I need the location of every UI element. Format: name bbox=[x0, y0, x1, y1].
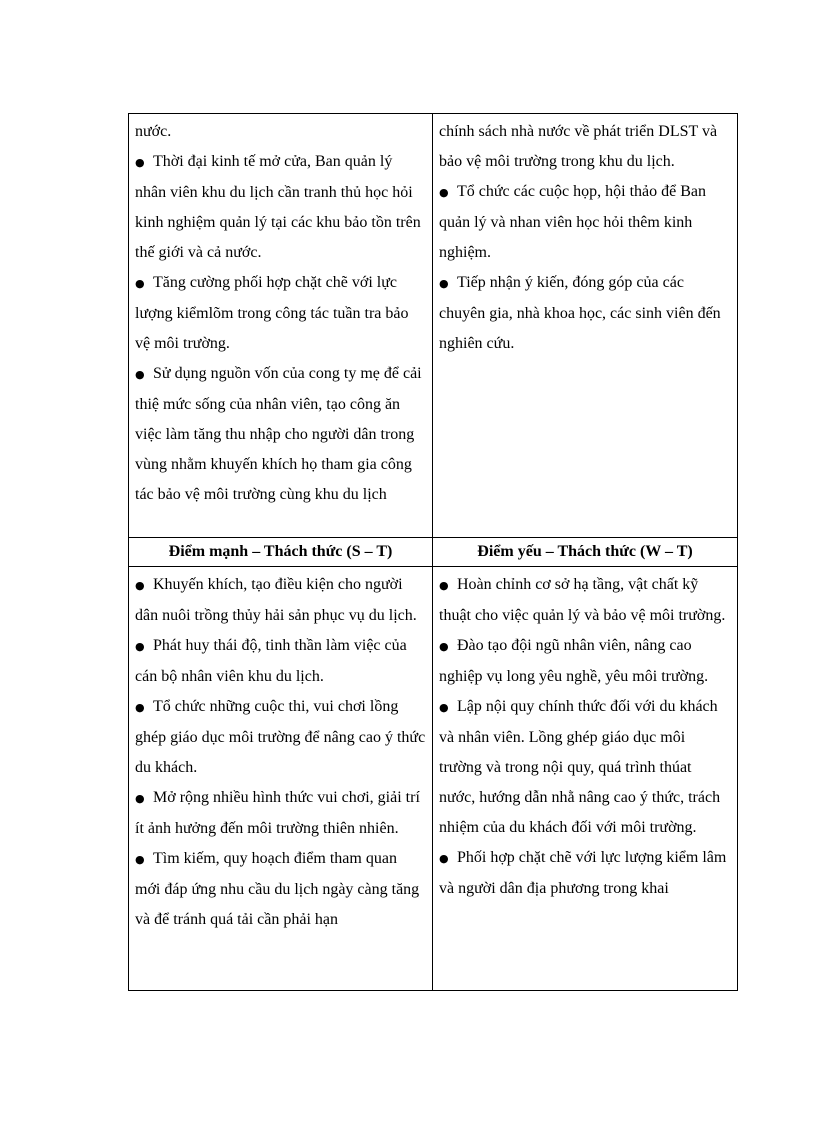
swot-table bbox=[128, 113, 738, 991]
bullet-icon: ● bbox=[439, 579, 449, 592]
list-item: chính sách nhà nước về phát triển DLST và bảo vệ môi trường trong khu du lịch. bbox=[439, 123, 718, 170]
table-row bbox=[129, 114, 738, 538]
list-item: ● Tiếp nhận ý kiến, đóng góp của các chuyên gia, nhà khoa học, các sinh viên đến nghiên cứu. bbox=[439, 268, 731, 359]
list-item: ● Lập nội quy chính thức đối với du khách và nhân viên. Lồng ghép giáo dục môi trường và trong nội quy, quá trình thúat nước, hướng dẫn nhằ nâng cao ý thức, trách nhiệm của du khách đối với môi trường. bbox=[439, 692, 731, 843]
bullet-icon: ● bbox=[135, 853, 145, 866]
bullet-icon: ● bbox=[135, 368, 145, 381]
list-item: ● Tổ chức các cuộc họp, hội thảo để Ban quản lý và nhan viên học hỏi thêm kinh nghiệm. bbox=[439, 177, 731, 268]
bullet-icon: ● bbox=[135, 701, 145, 714]
cell-wt bbox=[433, 567, 738, 991]
list-item: ● Tăng cường phối hợp chặt chẽ với lực lượng kiểmlõm trong công tác tuần tra bảo vệ môi trường. bbox=[135, 268, 426, 359]
list-item: ● Mở rộng nhiều hình thức vui chơi, giải trí ít ảnh hưởng đến môi trường thiên nhiên. bbox=[135, 783, 426, 844]
list-item: ● Hoàn chỉnh cơ sở hạ tầng, vật chất kỹ thuật cho việc quản lý và bảo vệ môi trường. bbox=[439, 570, 731, 631]
list-item: ● Phối hợp chặt chẽ với lực lượng kiểm lâm và người dân địa phương trong khai bbox=[439, 843, 731, 904]
bullet-icon: ● bbox=[135, 156, 145, 169]
bullet-icon: ● bbox=[135, 579, 145, 592]
bullet-icon: ● bbox=[439, 186, 449, 199]
bullet-icon: ● bbox=[439, 701, 449, 714]
cell-st bbox=[129, 567, 433, 991]
header-wt: Điểm yếu – Thách thức (W – T) bbox=[433, 538, 738, 567]
cell-top-left bbox=[129, 114, 433, 538]
list-item: ● Thời đại kinh tế mở cửa, Ban quản lý nhân viên khu du lịch cần tranh thủ học hỏi kinh nghiệm quản lý tại các khu bảo tồn trên thế giới và cả nước. bbox=[135, 147, 426, 268]
list-item: ● Tổ chức những cuộc thi, vui chơi lồng ghép giáo dục môi trường để nâng cao ý thức du khách. bbox=[135, 692, 426, 783]
bullet-icon: ● bbox=[439, 852, 449, 865]
header-row bbox=[129, 538, 738, 567]
bullet-icon: ● bbox=[135, 277, 145, 290]
header-st: Điểm mạnh – Thách thức (S – T) bbox=[129, 538, 433, 567]
bullet-icon: ● bbox=[135, 792, 145, 805]
list-item: ● Sử dụng nguồn vốn của cong ty mẹ để cải thiệ mức sống của nhân viên, tạo công ăn việc làm tăng thu nhập cho người dân trong vùng nhằm khuyến khích họ tham gia công tác bảo vệ môi trường cùng khu du lịch bbox=[135, 359, 426, 510]
bullet-icon: ● bbox=[135, 640, 145, 653]
bullet-icon: ● bbox=[439, 277, 449, 290]
cell-top-right bbox=[433, 114, 738, 538]
list-item: ● Khuyến khích, tạo điều kiện cho người dân nuôi trồng thủy hải sản phục vụ du lịch. bbox=[135, 570, 426, 631]
list-item: ● Tìm kiếm, quy hoạch điểm tham quan mới đáp ứng nhu cầu du lịch ngày càng tăng và để tránh quá tải cần phải hạn bbox=[135, 844, 426, 935]
list-item: ● Đào tạo đội ngũ nhân viên, nâng cao nghiệp vụ long yêu nghề, yêu môi trường. bbox=[439, 631, 731, 692]
bullet-icon: ● bbox=[439, 640, 449, 653]
table-row bbox=[129, 567, 738, 991]
list-item: nước. bbox=[135, 123, 172, 140]
list-item: ● Phát huy thái độ, tinh thần làm việc của cán bộ nhân viên khu du lịch. bbox=[135, 631, 426, 692]
